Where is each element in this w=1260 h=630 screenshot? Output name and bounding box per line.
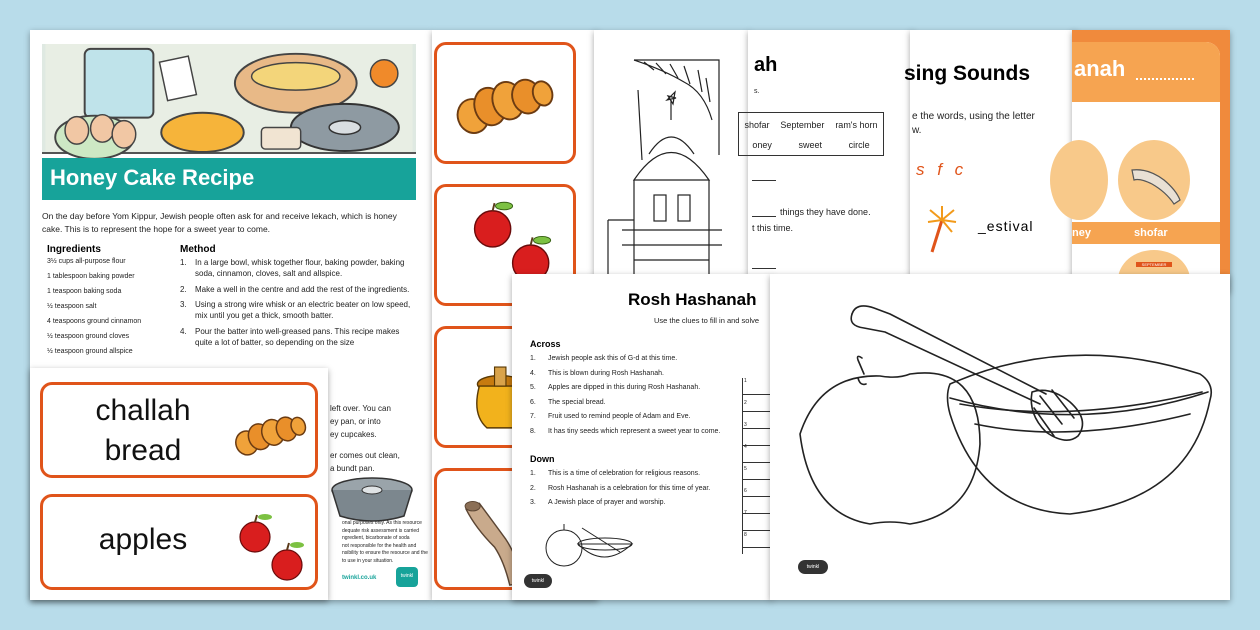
clue: 8. It has tiny seeds which represent a sweet year to come.: [530, 427, 721, 435]
poster-honey-circle: [1050, 140, 1108, 220]
rosh-hashanah-poster: [1072, 30, 1230, 292]
down-clues: [530, 469, 750, 513]
poster-title-banner: [1072, 42, 1220, 102]
down-heading: Down: [530, 454, 555, 464]
ingredient-item: 1 tablespoon baking powder: [47, 273, 135, 280]
recipe-footer-url: twinkl.co.uk: [342, 575, 377, 581]
letter-options: s f c: [916, 160, 964, 179]
word-bank-item: sweet: [798, 140, 822, 151]
crossword-grid-numbers: 1 2 3 4 5 6 7 8: [744, 378, 747, 538]
recipe-intro: On the day before Yom Kippur, Jewish people often ask for and receive lekach, which is honey cake. This is to represent the hope for a sweet year to come.: [42, 211, 397, 234]
answer-line: [752, 216, 776, 217]
poster-title: anah: [1074, 56, 1126, 81]
ingredient-item: ½ teaspoon ground allspice: [47, 348, 133, 355]
word-bank-box: [738, 112, 884, 156]
twinkl-logo: twinkl: [798, 560, 828, 574]
clue: 1. This is a time of celebration for religious reasons.: [530, 470, 701, 477]
poster-shofar-circle: [1118, 140, 1190, 220]
challah-icon: [229, 407, 313, 459]
shofar-icon: [1118, 140, 1190, 220]
crossword-instruction: Use the clues to fill in and solve: [654, 316, 760, 325]
sentence-fragment: things they have done.: [780, 207, 871, 217]
apple-and-honey-icon: [542, 518, 636, 570]
answer-line: [752, 268, 776, 269]
word-bank-item: circle: [848, 140, 870, 151]
word-bank-item: September: [780, 120, 825, 130]
method-heading: Method: [180, 244, 216, 255]
ingredients-list: [47, 257, 167, 362]
word-card-text: challah bread: [95, 394, 191, 467]
across-heading: Across: [530, 339, 561, 349]
missing-sounds-sheet: [904, 30, 1076, 292]
firework-icon: [924, 202, 958, 254]
recipe-header-illustration: [42, 44, 416, 154]
apple-and-honey-bowl-illustration: [770, 274, 1230, 600]
answer-line: [752, 180, 776, 181]
bundt-pan-image: [330, 476, 414, 521]
clue: 7. Fruit used to remind people of Adam and Eve.: [530, 413, 691, 421]
method-list: [180, 258, 412, 354]
clue: 1. Jewish people ask this of G-d at this time.: [530, 355, 678, 362]
method-step: 2. Make a well in the centre and add the rest of the ingredients.: [180, 284, 410, 294]
apple-honey-colouring-sheet: [770, 274, 1230, 600]
ingredient-item: 4 teaspoons ground cinnamon: [47, 318, 142, 325]
method-step: 1. In a large bowl, whisk together flour, baking powder, baking soda, cinnamon, cloves, salt and allspice.: [180, 258, 405, 278]
ingredients-heading: Ingredients: [47, 244, 101, 255]
twinkl-logo: twinkl: [396, 567, 418, 587]
sentence-fragment: t this time.: [752, 223, 794, 233]
challah-icon: [437, 45, 573, 161]
picture-card-challah: [434, 42, 576, 164]
poster-label-honey: ney: [1072, 227, 1091, 239]
ingredient-item: ½ teaspoon salt: [47, 303, 97, 310]
word-bank-item: shofar: [744, 120, 770, 130]
disclaimer: onal purposes only. As this resource dequate risk assessment is carried ngredient, bicarbonate of soda not responsible for the health and nsibility to ensure the resource and the to use in your situation.: [342, 520, 428, 564]
calendar-label: SEPTEMBER: [1136, 262, 1172, 267]
word-bank-item: ram's horn: [835, 120, 878, 130]
word-cards-sheet: [30, 368, 328, 600]
crossword-title: Rosh Hashanah: [628, 290, 757, 309]
recipe-title: Honey Cake Recipe: [50, 165, 255, 190]
recipe-title-banner: [42, 158, 416, 200]
wordbank-title: ah: [754, 54, 778, 76]
ingredient-item: 3½ cups all-purpose flour: [47, 258, 126, 265]
missing-sounds-instruction: e the words, using the letter w.: [912, 111, 1035, 136]
clue: 6. The special bread.: [530, 398, 606, 406]
wordbank-subtitle: s.: [754, 88, 760, 95]
crossword-mini-illustration: [542, 518, 636, 570]
across-clues: [530, 354, 750, 442]
ingredient-item: 1 teaspoon baking soda: [47, 288, 122, 295]
apple-icon: [235, 507, 311, 587]
wordbank-sheet: [744, 30, 914, 292]
method-step: 3. Using a strong wire whisk or an electric beater on low speed, mix until you get a thick, smooth batter.: [180, 300, 411, 321]
word-card-text: apples: [98, 523, 188, 556]
synagogue-tower-illustration: [594, 30, 750, 292]
poster-label-shofar: shofar: [1134, 227, 1168, 239]
word-bank-item: oney: [752, 140, 772, 151]
clue: 2. Rosh Hashanah is a celebration for this time of year.: [530, 484, 711, 492]
clue: 5. Apples are dipped in this during Rosh Hashanah.: [530, 384, 701, 392]
word-card-challah-bread: [40, 382, 318, 478]
clue: 4. This is blown during Rosh Hashanah.: [530, 369, 664, 377]
word-card-apples: [40, 494, 318, 590]
missing-word: _estival: [978, 218, 1034, 234]
synagogue-colouring-sheet: [594, 30, 750, 292]
crossword-sheet: [512, 274, 772, 600]
clue: 3. A Jewish place of prayer and worship.: [530, 499, 666, 507]
method-step: 4. Pour the batter into well-greased pans. This recipe makes quite a lot of batter, so depending on the size: [180, 326, 400, 347]
method-partial-lines: left over. You can ey pan, or into ey cupcakes. er comes out clean, a bundt pan.: [330, 404, 400, 473]
missing-sounds-title: sing Sounds: [904, 62, 1030, 85]
twinkl-logo: twinkl: [524, 574, 552, 588]
ingredient-item: ½ teaspoon ground cloves: [47, 333, 130, 340]
